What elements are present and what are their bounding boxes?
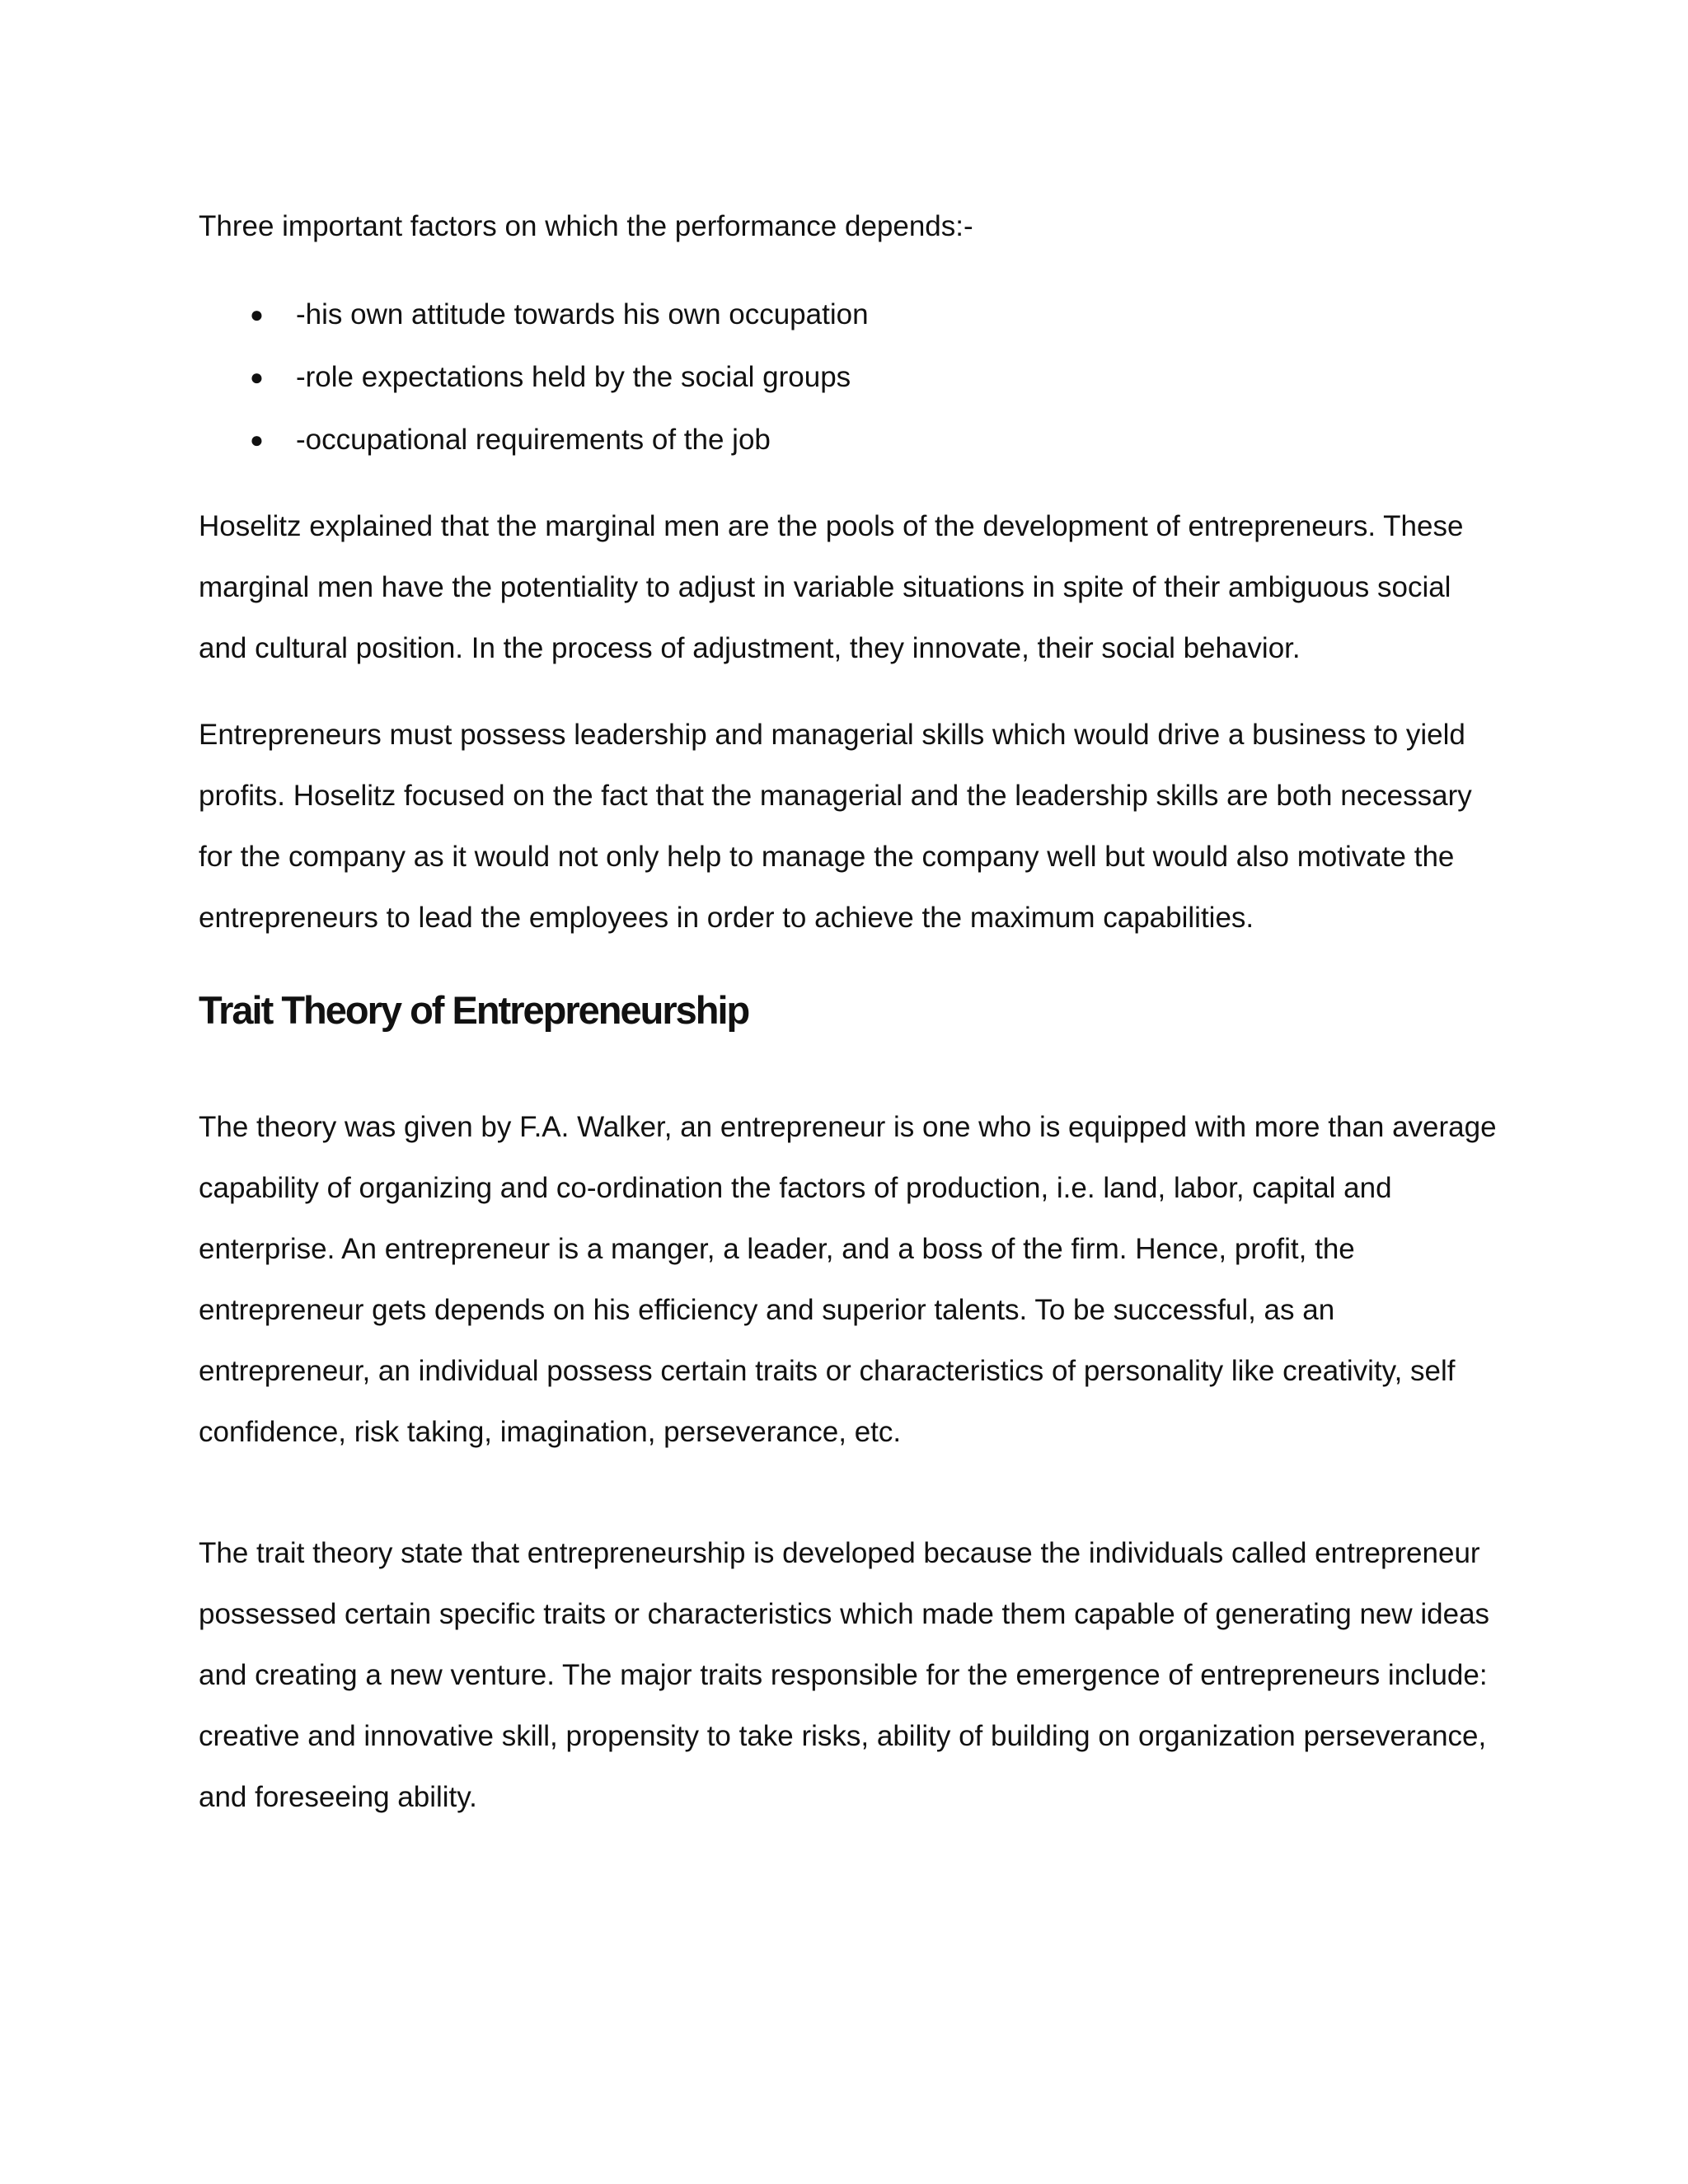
list-item xyxy=(199,409,1501,471)
document-body xyxy=(199,196,1501,1854)
list-item-text: -his own attitude towards his own occupation xyxy=(296,298,869,330)
bullet-icon: ● xyxy=(250,302,264,327)
paragraph-leadership-skills: Entrepreneurs must possess leadership and managerial skills which would drive a business to yield profits. Hoselitz focused on the fact that the managerial and the leadership skills are both necessary for the company as it would not only help to manage the company well but would also motivate the entrepreneurs to lead the employees in order to achieve the maximum capabilities. xyxy=(199,719,1472,934)
paragraph-trait-theory: The trait theory state that entrepreneurship is developed because the individuals called entrepreneur possessed certain specific traits or characteristics which made them capable of generating new ideas and creating a new venture. The major traits responsible for the emergence of entrepreneurs include: creative and innovative skill, propensity to take risks, ability of building on organization perseverance, and foreseeing ability. xyxy=(199,1537,1490,1813)
list-item xyxy=(199,346,1501,409)
list-item xyxy=(199,284,1501,346)
factors-list xyxy=(199,284,1501,471)
list-item-text: -occupational requirements of the job xyxy=(296,424,771,456)
paragraph-walker-theory: The theory was given by F.A. Walker, an entrepreneur is one who is equipped with more than average capability of organizing and co-ordination the factors of production, i.e. land, labor, capital and enterprise. An entrepreneur is a manger, a leader, and a boss of the firm. Hence, profit, the entrepreneur gets depends on his efficiency and superior talents. To be successful, as an entrepreneur, an individual possess certain traits or characteristics of personality like creativity, self confidence, risk taking, imagination, perseverance, etc. xyxy=(199,1111,1497,1448)
bullet-icon: ● xyxy=(250,364,264,390)
section-heading: Trait Theory of Entrepreneurship xyxy=(199,988,749,1032)
bullet-icon: ● xyxy=(250,427,264,452)
list-item-text: -role expectations held by the social groups xyxy=(296,361,851,393)
intro-text: Three important factors on which the performance depends:- xyxy=(199,210,973,242)
paragraph-marginal-men: Hoselitz explained that the marginal men are the pools of the development of entrepreneurs. These marginal men have the potentiality to adjust in variable situations in spite of their ambiguous social and cultural position. In the process of adjustment, they innovate, their social behavior. xyxy=(199,510,1464,664)
